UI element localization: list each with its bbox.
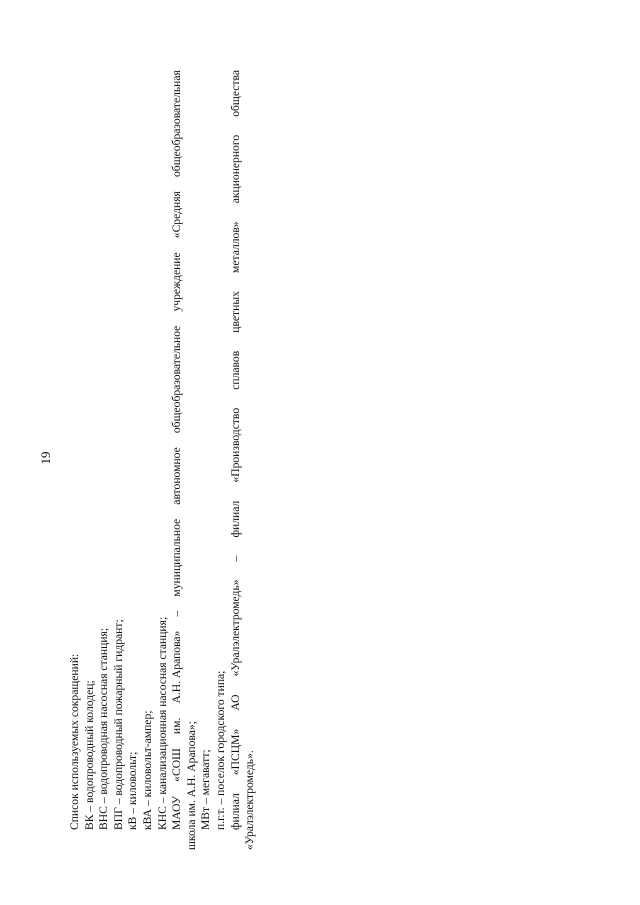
abbreviation-item-maou: МАОУ «СОШ им. А.Н. Арапова» – муниципальное автономное общеобразовательное учреждение «Средняя общеобразовательная bbox=[170, 70, 184, 830]
abbreviation-item: п.г.т. – поселок городского типа; bbox=[213, 670, 227, 830]
abbreviations-section bbox=[68, 70, 268, 850]
abbreviation-item-maou-continuation: школа им. А.Н. Арапова»; bbox=[184, 721, 198, 850]
abbreviation-item-pscm: филиал «ПСЦМ» АО «Уралэлектромедь» – филиал «Производство сплавов цветных металлов» акционерного общества bbox=[228, 70, 242, 830]
abbreviation-item: ВК – водопроводный колодец; bbox=[82, 680, 96, 830]
abbreviation-item: кВА – киловольт-ампер; bbox=[140, 710, 154, 830]
page-number: 19 bbox=[38, 451, 53, 465]
abbreviation-item: КНС – канализационная насосная станция; bbox=[155, 616, 169, 830]
abbreviation-item: ВНС – водопроводная насосная станция; bbox=[97, 627, 111, 830]
abbreviation-item: МВт – мегаватт; bbox=[199, 749, 213, 830]
abbreviations-heading: Список используемых сокращений: bbox=[68, 653, 81, 830]
abbreviation-item: ВПГ – водопроводный пожарный гидрант; bbox=[111, 619, 125, 830]
abbreviation-item: кВ – киловольт; bbox=[126, 751, 140, 830]
abbreviation-item-pscm-continuation: «Уралэлектромедь». bbox=[243, 750, 257, 850]
